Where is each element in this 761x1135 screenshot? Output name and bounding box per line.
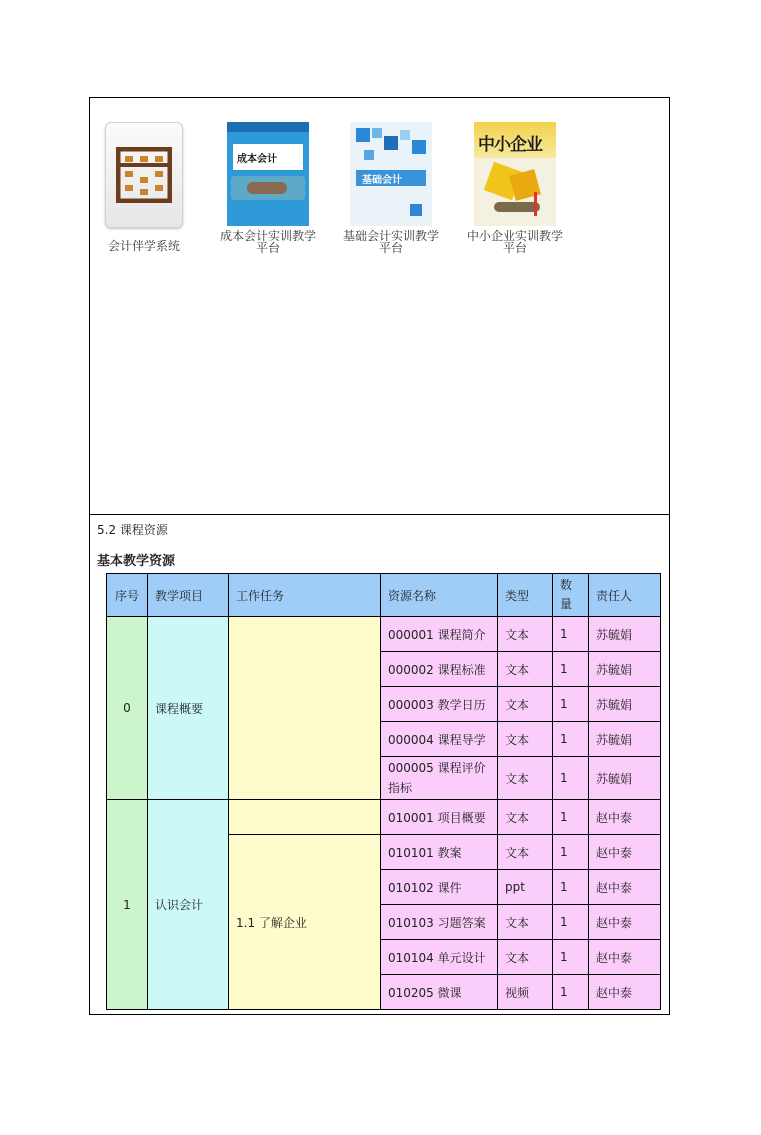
table-row [107, 617, 661, 652]
cell-owner: 苏毓娟 [589, 617, 661, 652]
header-task: 工作任务 [229, 574, 381, 617]
cell-type: 文本 [498, 652, 553, 687]
cell-seq: 1 [107, 800, 148, 1010]
cell-count: 1 [553, 722, 589, 757]
cell-type: 文本 [498, 722, 553, 757]
cell-count: 1 [553, 835, 589, 870]
table-header-row [107, 574, 661, 617]
app-label: 中小企业实训教学 平台 [466, 229, 563, 255]
cell-count: 1 [553, 975, 589, 1010]
cell-resource: 010001 项目概要 [381, 800, 498, 835]
cover-title: 中小企业 [478, 135, 542, 155]
cell-count: 1 [553, 940, 589, 975]
cell-resource: 010205 微课 [381, 975, 498, 1010]
cell-resource: 000003 教学日历 [381, 687, 498, 722]
cell-type: ppt [498, 870, 553, 905]
cell-count: 1 [553, 905, 589, 940]
header-resource: 资源名称 [381, 574, 498, 617]
cell-owner: 赵中泰 [589, 800, 661, 835]
app-sme-training[interactable] [465, 122, 565, 254]
book-cover-icon [474, 122, 556, 226]
cell-owner: 苏毓娟 [589, 687, 661, 722]
app-cost-accounting[interactable] [218, 122, 318, 254]
cell-owner: 苏毓娟 [589, 722, 661, 757]
cell-resource: 000004 课程导学 [381, 722, 498, 757]
header-project: 教学项目 [148, 574, 229, 617]
app-label: 基础会计实训教学 平台 [342, 229, 439, 255]
cell-owner: 赵中泰 [589, 835, 661, 870]
cell-type: 文本 [498, 835, 553, 870]
cell-type: 文本 [498, 905, 553, 940]
cell-resource: 010102 课件 [381, 870, 498, 905]
cell-task [229, 800, 381, 835]
cell-type: 文本 [498, 757, 553, 800]
cell-resource: 000005 课程评价 指标 [381, 757, 498, 800]
section-subtitle: 基本教学资源 [97, 554, 176, 569]
cell-count: 1 [553, 757, 589, 800]
app-basic-accounting[interactable] [341, 122, 441, 254]
cell-task [229, 617, 381, 800]
book-cover-icon [227, 122, 309, 226]
cell-project: 认识会计 [148, 800, 229, 1010]
cell-owner: 苏毓娟 [589, 757, 661, 800]
book-cover-icon [350, 122, 432, 226]
cell-task: 1.1 了解企业 [229, 835, 381, 1010]
cell-project: 课程概要 [148, 617, 229, 800]
cover-title: 成本会计 [237, 154, 277, 165]
cell-resource: 000001 课程简介 [381, 617, 498, 652]
cell-owner: 赵中泰 [589, 940, 661, 975]
cell-count: 1 [553, 652, 589, 687]
cell-resource: 010101 教案 [381, 835, 498, 870]
cell-type: 文本 [498, 617, 553, 652]
cell-owner: 苏毓娟 [589, 652, 661, 687]
section-divider [90, 514, 669, 515]
abacus-icon [105, 122, 183, 228]
cell-resource: 010104 单元设计 [381, 940, 498, 975]
cell-owner: 赵中泰 [589, 870, 661, 905]
cell-type: 文本 [498, 940, 553, 975]
cover-title: 基础会计 [362, 175, 402, 186]
app-label: 成本会计实训教学 平台 [219, 229, 316, 255]
cell-resource: 000002 课程标准 [381, 652, 498, 687]
cell-count: 1 [553, 870, 589, 905]
cell-count: 1 [553, 800, 589, 835]
cell-count: 1 [553, 617, 589, 652]
app-label: 会计伴学系统 [107, 239, 180, 253]
cell-resource: 010103 习题答案 [381, 905, 498, 940]
header-type: 类型 [498, 574, 553, 617]
app-accounting-companion[interactable] [94, 122, 194, 252]
cell-owner: 赵中泰 [589, 905, 661, 940]
table-row [107, 800, 661, 835]
resource-table [106, 573, 661, 1010]
cell-owner: 赵中泰 [589, 975, 661, 1010]
header-count: 数 量 [553, 574, 589, 617]
cell-type: 文本 [498, 687, 553, 722]
cell-type: 文本 [498, 800, 553, 835]
cell-type: 视频 [498, 975, 553, 1010]
section-title: 5.2 课程资源 [97, 523, 168, 537]
header-owner: 责任人 [589, 574, 661, 617]
header-seq: 序号 [107, 574, 148, 617]
cell-seq: 0 [107, 617, 148, 800]
cell-count: 1 [553, 687, 589, 722]
